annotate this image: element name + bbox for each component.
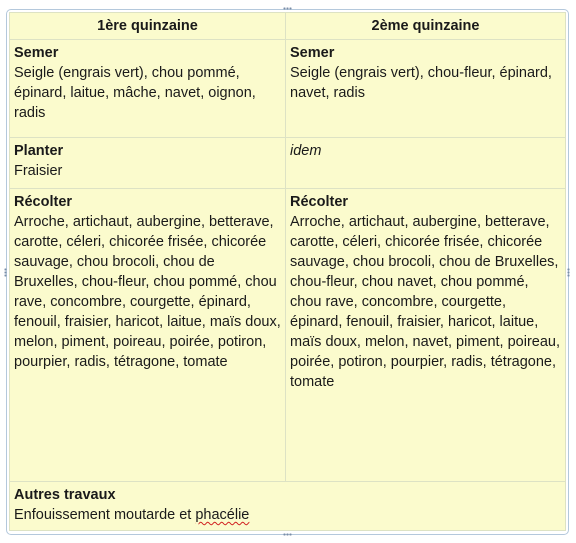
header-second-fortnight[interactable]: 2ème quinzaine [286,13,566,40]
table-row-semer [10,40,566,138]
cell-label: Semer [14,45,59,61]
cell-planter-first[interactable] [10,138,286,189]
gardening-schedule-table [9,12,566,531]
cell-autres-travaux[interactable] [10,482,566,531]
table-row-planter [10,138,566,189]
cell-text: Seigle (engrais vert), chou pommé, épinard, laitue, mâche, navet, oignon, radis [14,65,256,121]
cell-text: Arroche, artichaut, aubergine, betterave, carotte, céleri, chicorée frisée, chicorée sauvage, chou brocoli, chou de Bruxelles, chou-fleur, chou navet, chou pommé, chou rave, concombre, courgette, épinard, fenouil, fraisier, haricot, laitue, maïs doux, melon, navet, piment, poireau, poirée, potiron, pourpier, radis, tétragone, tomate [290,214,561,390]
cell-text [14,505,561,525]
resize-handle-left[interactable] [4,268,7,277]
cell-planter-second[interactable] [286,138,566,189]
cell-label: Semer [290,45,335,61]
cell-text-idem: idem [290,143,322,159]
cell-text: Arroche, artichaut, aubergine, betterave, carotte, céleri, chicorée frisée, chicorée sauvage, chou brocoli, chou de Bruxelles, chou-fleur, chou pommé, chou rave, concombre, courgette, épinard, fenouil, fraisier, haricot, laitue, maïs doux, melon, piment, poireau, poirée, potiron, pourpier, radis, tétragone, tomate [14,214,281,370]
table-row-recolter [10,189,566,482]
cell-semer-first[interactable] [10,40,286,138]
cell-recolter-second[interactable] [286,189,566,482]
resize-handle-top[interactable] [283,7,292,10]
cell-recolter-first[interactable] [10,189,286,482]
header-first-fortnight[interactable]: 1ère quinzaine [10,13,286,40]
table-header-row [10,13,566,40]
resize-handle-bottom[interactable] [283,533,292,536]
table-row-autres-travaux [10,482,566,531]
spellcheck-flagged-word[interactable]: phacélie [195,507,250,523]
cell-label: Récolter [14,194,73,210]
cell-label: Planter [14,143,64,159]
cell-semer-second[interactable] [286,40,566,138]
cell-label: Autres travaux [14,487,116,503]
cell-label: Récolter [290,194,349,210]
resize-handle-right[interactable] [567,268,570,277]
cell-text: Seigle (engrais vert), chou-fleur, épinard, navet, radis [290,65,552,101]
cell-text-main: Enfouissement moutarde et [14,507,196,523]
cell-text: Fraisier [14,163,63,179]
